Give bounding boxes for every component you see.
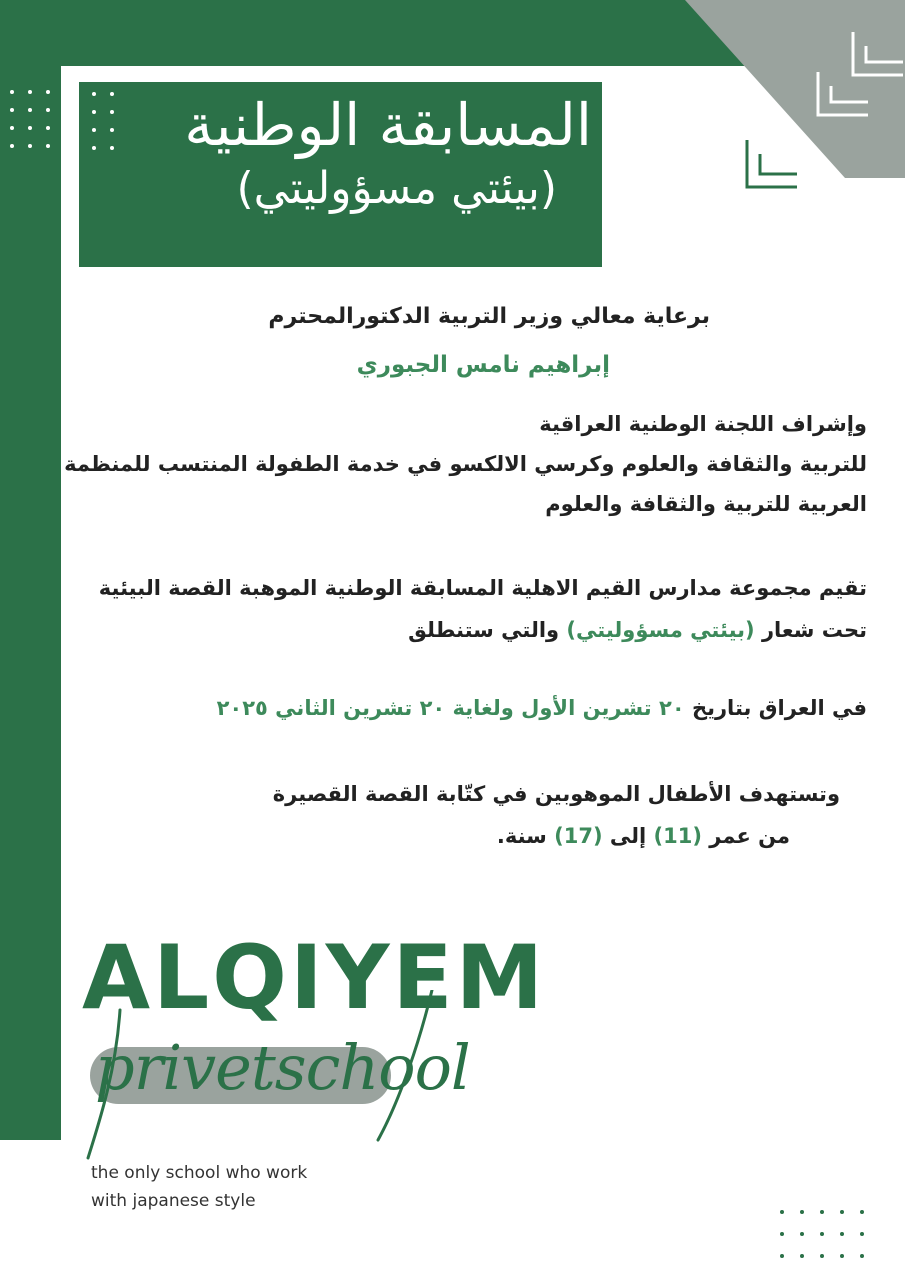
age-prefix: من عمر: [701, 824, 790, 848]
decorative-dots-left: [10, 90, 50, 148]
tagline-line-1: the only school who work: [91, 1163, 308, 1183]
slogan-text: (بيئتي مسؤوليتي): [566, 618, 755, 642]
date-line: [217, 696, 867, 720]
supervision-line-1: وإشراف اللجنة الوطنية العراقية: [539, 412, 867, 436]
target-line-1: وتستهدف الأطفال الموهوبين في كتّابة القصة القصيرة: [272, 782, 840, 806]
decorative-dots-bottom: [780, 1210, 864, 1258]
logo-script: privetschool: [95, 1031, 470, 1104]
patronage-line: برعاية معالي وزير التربية الدكتورالمحترم: [268, 304, 710, 329]
organizer-line-1: تقيم مجموعة مدارس القيم الاهلية المسابقة الوطنية الموهبة القصة البيئية: [98, 576, 867, 600]
patron-name: إبراهيم نامس الجبوري: [356, 352, 610, 378]
top-green-band: [0, 0, 760, 66]
logo-wordmark: ALQIYEM: [82, 926, 547, 1029]
supervision-line-3: العربية للتربية والثقافة والعلوم: [545, 492, 867, 516]
supervision-line-2: للتربية والثقافة والعلوم وكرسي الالكسو في خدمة الطفولة المنتسب للمنظمة: [64, 452, 867, 476]
organizer-suffix: والتي ستنطلق: [408, 618, 567, 642]
title-main: المسابقة الوطنية: [184, 91, 592, 159]
age-to: (17): [554, 824, 603, 848]
organizer-prefix: تحت شعار: [754, 618, 867, 642]
title-banner: [79, 82, 602, 267]
decorative-dots-title: [92, 92, 114, 150]
age-suffix: سنة.: [496, 824, 555, 848]
date-range: ٢٠ تشرين الأول ولغاية ٢٠ تشرين الثاني ٢٠٢٥: [216, 696, 685, 720]
title-slogan: (بيئتي مسؤوليتي): [236, 163, 557, 214]
age-from: (11): [653, 824, 702, 848]
left-green-band: [0, 0, 61, 1140]
organizer-line-2: [408, 618, 867, 642]
age-mid: إلى: [602, 824, 654, 848]
tagline-line-2: with japanese style: [91, 1191, 256, 1211]
date-prefix: في العراق بتاريخ: [684, 696, 867, 720]
target-line-2: [497, 824, 790, 848]
